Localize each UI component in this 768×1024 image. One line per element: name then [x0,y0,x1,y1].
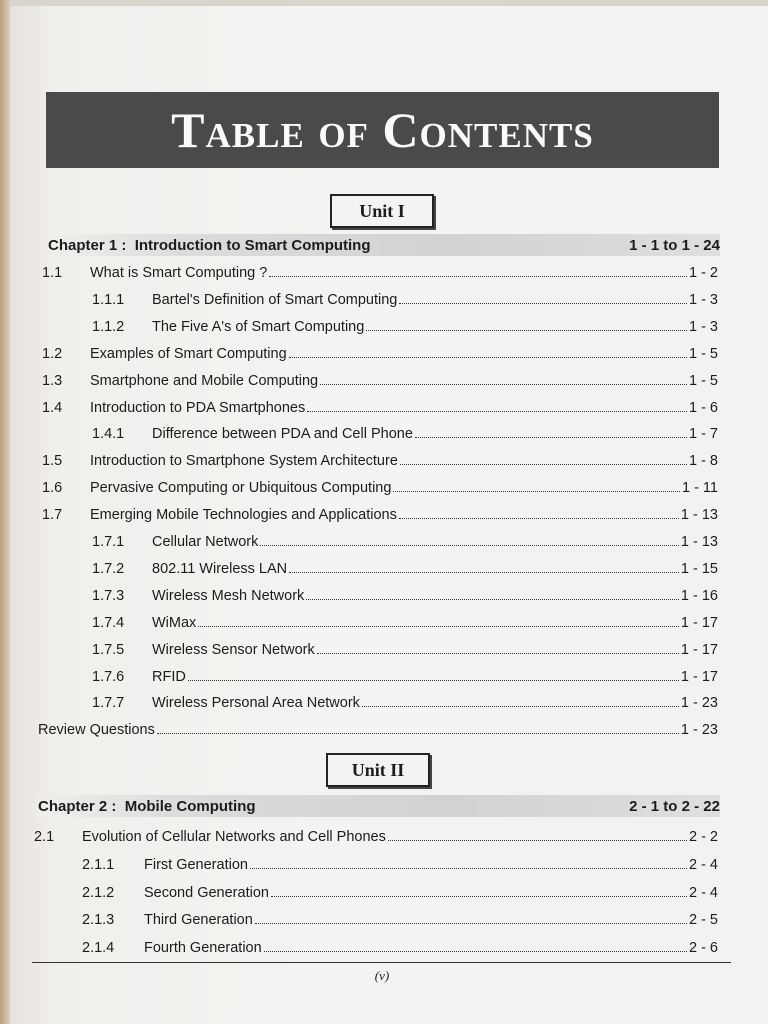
toc-entry [42,452,718,472]
toc-entry-title: Emerging Mobile Technologies and Applications [90,507,397,524]
chapter-2-label: Chapter 2 : [38,797,117,815]
chapter-2-title [38,798,256,815]
toc-leader-dots [255,911,687,924]
toc-leader-dots [260,533,679,546]
toc-entry [92,614,718,634]
toc-entry-title: Bartel's Definition of Smart Computing [152,291,398,308]
toc-entry [92,641,718,661]
toc-entry-title: Smartphone and Mobile Computing [90,372,319,389]
toc-entry-title: Second Generation [144,884,269,901]
toc-entry-title: Introduction to Smartphone System Architecture [90,453,398,470]
toc-entry-number: 1.3 [42,372,63,389]
toc-entry-number: 1.1.1 [92,291,125,308]
toc-entry [92,291,718,311]
unit-2-text: Unit II [351,759,405,780]
toc-entry-title: Cellular Network [152,534,259,550]
toc-entry-title: 802.11 Wireless LAN [152,560,288,577]
toc-entry [92,694,718,714]
toc-leader-dots [320,372,687,385]
toc-entry-page: 1 - 6 [688,399,718,416]
toc-entry [42,479,718,499]
chapter-1-label: Chapter 1 : [48,236,127,254]
toc-leader-dots [289,345,687,358]
toc-entry-title: Wireless Personal Area Network [152,695,360,712]
toc-entry-page: 2 - 4 [688,856,718,873]
toc-entry [38,721,718,741]
toc-entry [82,884,718,904]
book-spine-edge [0,0,10,1024]
toc-entry-page: 1 - 17 [680,614,718,631]
toc-entry [92,533,718,553]
toc-entry-page: 1 - 8 [688,453,718,470]
toc-entry [42,506,718,526]
toc-entry-title: WiMax [152,614,197,631]
toc-entry-title: Introduction to PDA Smartphones [90,399,306,416]
toc-entry-page: 1 - 17 [680,641,718,658]
toc-entry [42,264,718,284]
toc-leader-dots [198,614,679,627]
toc-entry-page: 2 - 6 [688,940,718,957]
chapter-1-heading [48,234,720,256]
toc-leader-dots [388,828,687,841]
toc-entry-title: Difference between PDA and Cell Phone [152,426,413,443]
toc-leader-dots [188,668,679,681]
toc-entry-number: 1.7 [42,507,63,524]
toc-entry-page: 1 - 17 [680,668,718,685]
toc-leader-dots [269,264,687,277]
toc-entry-page: 1 - 15 [680,560,718,577]
toc-entry-page: 1 - 2 [688,265,718,281]
footer-rule [32,962,731,963]
toc-entry-number: 2.1.4 [82,940,115,957]
toc-entry [42,372,718,392]
toc-entry [42,399,718,419]
toc-leader-dots [306,587,679,600]
toc-entry-title: Wireless Sensor Network [152,641,315,658]
toc-entry-number: 1.7.3 [92,587,125,604]
toc-entry-page: 1 - 5 [688,372,718,389]
toc-entry-number: 1.7.1 [92,534,125,550]
page-number: (v) [374,968,390,983]
toc-entry-number: 1.1 [42,265,63,281]
toc-entry-number: 1.7.5 [92,641,125,658]
toc-leader-dots [366,318,687,331]
toc-entry-page: 1 - 16 [680,587,718,604]
toc-entry-title: Pervasive Computing or Ubiquitous Computing [90,480,392,497]
chapter-2-pages: 2 - 1 to 2 - 22 [629,797,720,815]
chapter-1-name: Introduction to Smart Computing [134,236,371,254]
toc-leader-dots [264,939,687,952]
toc-entry-page: 2 - 2 [688,829,718,845]
toc-entry [92,668,718,688]
toc-leader-dots [157,721,679,734]
toc-leader-dots [250,856,687,869]
toc-entry-page: 1 - 7 [688,426,718,443]
toc-entry-number: 1.5 [42,453,63,470]
toc-entry-number: 1.6 [42,480,63,497]
toc-entry [34,828,718,848]
toc-entry-page: 1 - 3 [688,318,718,335]
toc-entry-number: 1.7.2 [92,560,125,577]
toc-entry-page: 1 - 23 [680,722,718,739]
toc-entry-title: Evolution of Cellular Networks and Cell Phones [82,829,386,845]
toc-entry-number: 1.7.7 [92,695,125,712]
page-title: Table of Contents [171,102,594,158]
toc-leader-dots [399,291,687,304]
toc-entry-page: 1 - 3 [688,291,718,308]
unit-2-label [326,753,430,787]
toc-entry-page: 2 - 4 [688,884,718,901]
toc-page [10,6,768,1024]
toc-entry-title: Review Questions [38,722,155,739]
toc-entry-page: 1 - 13 [680,507,718,524]
toc-entry-title: Third Generation [144,912,253,929]
toc-entry-title: Wireless Mesh Network [152,587,305,604]
toc-leader-dots [393,479,680,492]
toc-leader-dots [307,399,687,412]
toc-leader-dots [415,425,687,438]
title-banner [46,92,719,168]
toc-leader-dots [271,884,687,897]
toc-entry-number: 1.7.6 [92,668,125,685]
toc-entry [82,856,718,876]
toc-entry [92,425,718,445]
chapter-1-pages: 1 - 1 to 1 - 24 [629,236,720,254]
toc-entry-page: 1 - 11 [681,480,718,497]
toc-leader-dots [400,452,687,465]
toc-entry-number: 2.1.3 [82,912,115,929]
toc-leader-dots [362,694,679,707]
toc-entry-title: First Generation [144,856,248,873]
toc-entry-number: 1.1.2 [92,318,125,335]
unit-1-label [330,194,434,228]
toc-leader-dots [399,506,679,519]
toc-entry-number: 2.1.2 [82,884,115,901]
toc-entry-title: RFID [152,668,186,685]
toc-entry [92,318,718,338]
chapter-1-title [48,237,371,254]
toc-entry [92,587,718,607]
toc-entry-page: 2 - 5 [688,912,718,929]
toc-entry-page: 1 - 23 [680,695,718,712]
toc-leader-dots [289,560,679,573]
toc-entry [92,560,718,580]
toc-entry [42,345,718,365]
toc-entry-title: The Five A's of Smart Computing [152,318,365,335]
toc-entry-number: 2.1.1 [82,856,115,873]
toc-entry-number: 1.4.1 [92,426,125,443]
chapter-2-name: Mobile Computing [124,797,256,815]
toc-entry-number: 1.7.4 [92,614,125,631]
toc-entry-page: 1 - 13 [680,534,718,550]
toc-entry-title: What is Smart Computing ? [90,265,268,281]
toc-entry-title: Examples of Smart Computing [90,345,287,362]
toc-entry-number: 1.4 [42,399,63,416]
toc-entry-number: 2.1 [34,829,55,845]
unit-1-text: Unit I [359,200,405,221]
toc-entry-title: Fourth Generation [144,940,262,957]
chapter-2-heading [38,795,720,817]
toc-entry [82,911,718,931]
toc-entry-page: 1 - 5 [688,345,718,362]
toc-entry-number: 1.2 [42,345,63,362]
toc-entry [82,939,718,959]
toc-leader-dots [317,641,679,654]
